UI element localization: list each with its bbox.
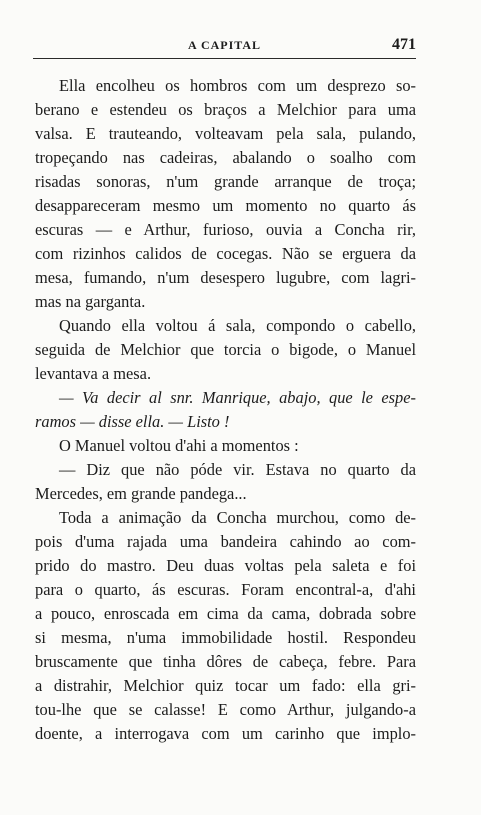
header-rule [33,58,416,59]
text-line: tou-lhe que se calasse! E como Arthur, julgando-a [35,700,416,719]
text-line: Toda a animação da Concha murchou, como de- [59,508,416,527]
text-line: desappareceram mesmo um momento no quarto ás [35,196,416,215]
text-line: Quando ella voltou á sala, compondo o cabello, [59,316,416,335]
text-line: para o quarto, ás escuras. Foram encontral-a, d'ahi [35,580,416,599]
body-text [35,74,416,746]
text-line: O Manuel voltou d'ahi a momentos : [59,436,299,455]
text-line: — Diz que não póde vir. Estava no quarto da [59,460,416,479]
page-number: 471 [392,36,416,53]
text-line: Mercedes, em grande pandega... [35,484,247,503]
text-line: mas na garganta. [35,292,146,311]
text-line: doente, a interrogava com um carinho que implo- [35,724,416,743]
text-line: pois d'uma rajada uma bandeira cahindo ao com- [35,532,416,551]
running-title: A CAPITAL [187,38,262,52]
text-line: a pouco, enroscada em cima da cama, dobrada sobre [35,604,416,623]
page-header [33,36,416,56]
text-line: a distrahir, Melchior quiz tocar um fado: ella gri- [35,676,416,695]
text-line: valsa. E trauteando, volteavam pela sala, pulando, [35,124,416,143]
text-line: bruscamente que tinha dôres de cabeça, febre. Para [35,652,416,671]
text-line: ramos — disse ella. — Listo ! [35,412,230,431]
text-line: Ella encolheu os hombros com um desprezo so- [59,76,416,95]
text-line: seguida de Melchior que torcia o bigode, o Manuel [35,340,416,359]
text-line: — Va decir al snr. Manrique, abajo, que le espe- [59,388,416,407]
text-line: si mesma, n'uma immobilidade hostil. Respondeu [35,628,416,647]
text-line: levantava a mesa. [35,364,152,383]
text-line: tropeçando nas cadeiras, abalando o soalho com [35,148,416,167]
text-line: risadas sonoras, n'um grande arranque de troça; [35,172,416,191]
text-line: mesa, fumando, n'um desespero lugubre, com lagri- [35,268,416,287]
text-line: berano e estendeu os braços a Melchior para uma [35,100,416,119]
text-line: escuras — e Arthur, furioso, ouvia a Concha rir, [35,220,416,239]
text-line: prido do mastro. Deu duas voltas pela saleta e foi [35,556,416,575]
text-line: com rizinhos calidos de cocegas. Não se erguera da [35,244,416,263]
